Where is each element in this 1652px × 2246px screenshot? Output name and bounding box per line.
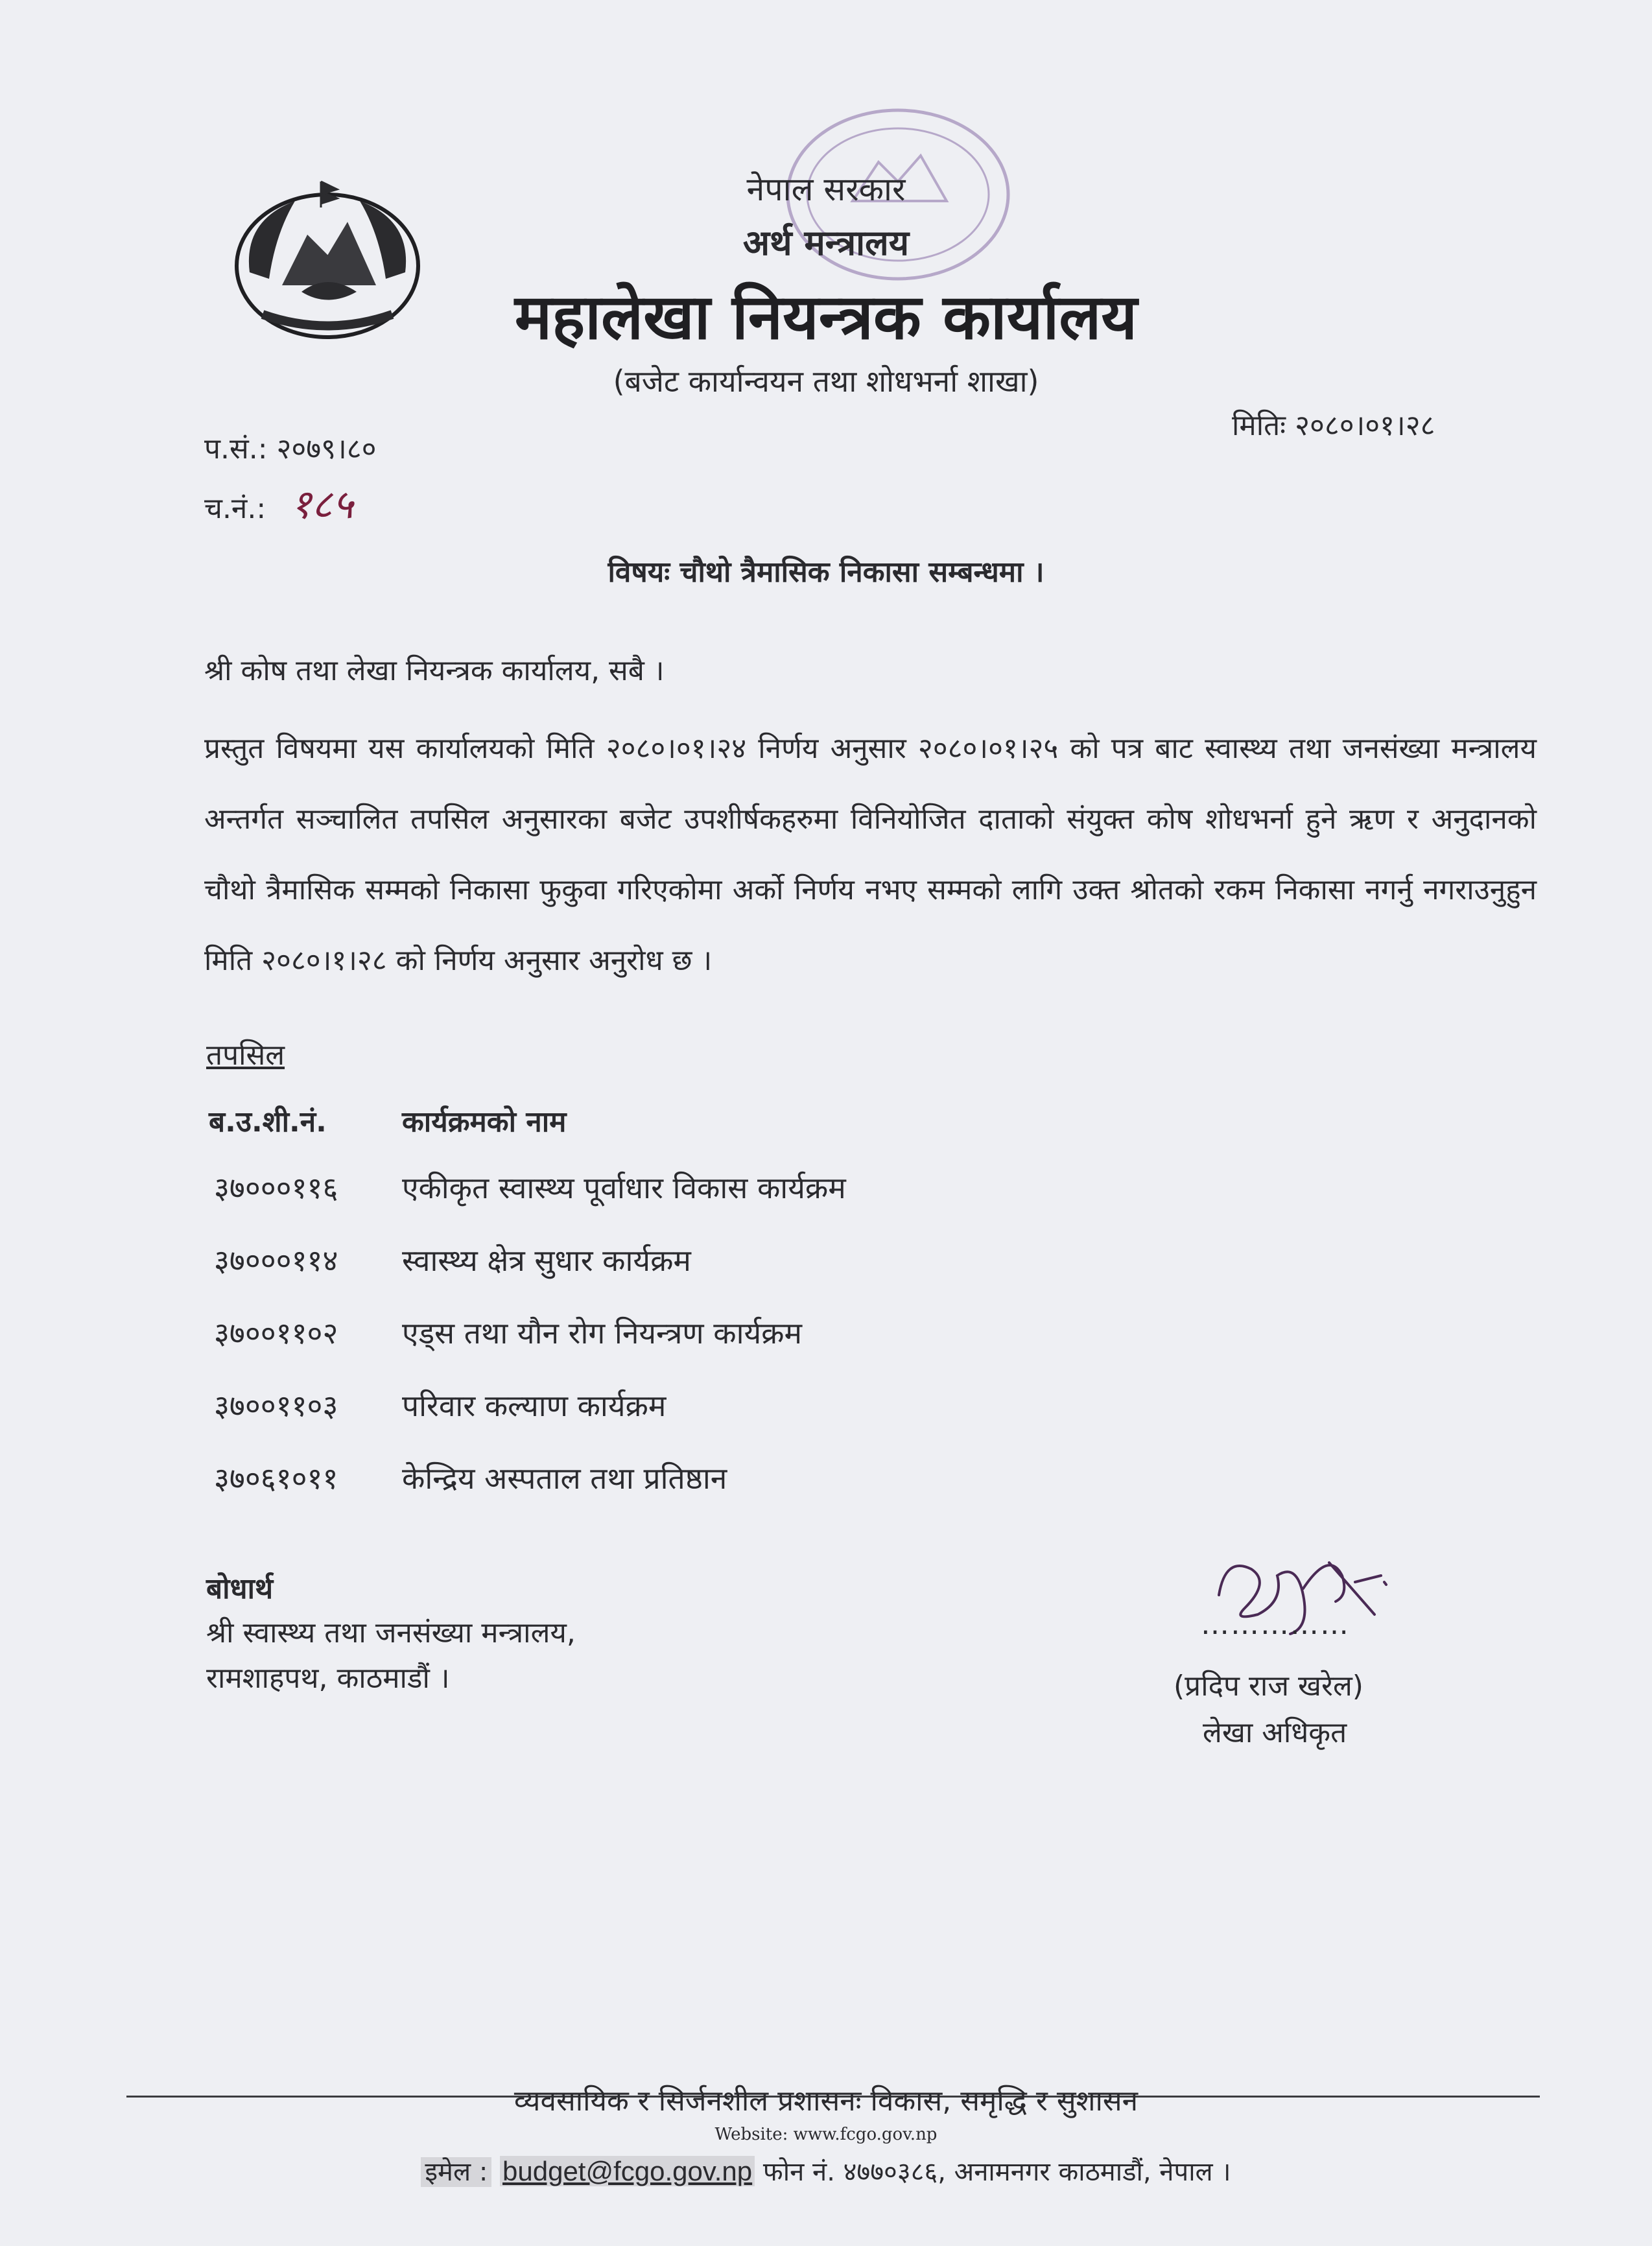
date-label: मितिः xyxy=(1232,409,1286,442)
ministry-name: अर्थ मन्त्रालय xyxy=(742,222,910,263)
dispatch-value: १८५ xyxy=(290,480,353,528)
letter-date xyxy=(1232,405,1435,443)
row-name: एकीकृत स्वास्थ्य पूर्वाधार विकास कार्यक्रम xyxy=(402,1170,846,1205)
addressee: श्री कोष तथा लेखा नियन्त्रक कार्यालय, सबै । xyxy=(204,654,665,687)
row-name: एड्स तथा यौन रोग नियन्त्रण कार्यक्रम xyxy=(402,1316,803,1351)
column-header-code: ब.उ.शी.नं. xyxy=(209,1105,327,1139)
row-code: ३७००११०२ xyxy=(214,1316,338,1351)
office-name: महालेखा नियन्त्रक कार्यालय xyxy=(514,281,1138,353)
body-paragraph: प्रस्तुत विषयमा यस कार्यालयको मिति २०८०।०१।२४ निर्णय अनुसार २०८०।०१।२५ को पत्र बाट स्वास्थ्य तथा जनसंख्या मन्त्रालय अन्तर्गत सञ्चालित तपसिल अनुसारका बजेट उपशीर्षकहरुमा विनियोजित दाताको संयुक्त कोष शोधभर्ना हुने ऋण र अनुदानको चौथो त्रैमासिक सम्मको निकासा फुकुवा गरिएकोमा अर्को निर्णय नभए सम्मको लागि उक्त श्रोतको रकम निकासा नगर्नु नगराउनुहुन मिति २०८०।१।२८ को निर्णय अनुसार अनुरोध छ । xyxy=(204,732,1537,977)
subject-line: विषयः चौथो त्रैमासिक निकासा सम्बन्धमा । xyxy=(608,556,1044,589)
ref-label: प.सं.: xyxy=(204,432,268,466)
branch-name: (बजेट कार्यान्वयन तथा शोधभर्ना शाखा) xyxy=(613,364,1039,399)
row-code: ३७०००११६ xyxy=(214,1170,338,1205)
contact-info: फोन नं. ४७७०३८६, अनामनगर काठमाडौं, नेपाल । xyxy=(762,2157,1231,2187)
footer-contact xyxy=(0,2153,1652,2188)
email-label: इमेल : xyxy=(421,2157,491,2187)
dispatch-label: च.नं.: xyxy=(204,492,266,525)
schedule-heading: तपसिल xyxy=(206,1039,285,1072)
signature-dots: …………… xyxy=(1201,1608,1350,1641)
row-code: ३७००११०३ xyxy=(214,1388,338,1423)
signatory-name: (प्रदिप राज खरेल) xyxy=(1174,1670,1363,1703)
cc-line-1: श्री स्वास्थ्य तथा जनसंख्या मन्त्रालय, xyxy=(206,1616,576,1649)
government-name: नेपाल सरकार xyxy=(746,171,906,208)
cc-heading: बोधार्थ xyxy=(206,1572,274,1605)
email-link[interactable]: budget@fcgo.gov.np xyxy=(500,2156,755,2186)
reference-number xyxy=(204,428,377,467)
row-name: केन्द्रिय अस्पताल तथा प्रतिष्ठान xyxy=(402,1461,727,1496)
cc-line-2: रामशाहपथ, काठमाडौं । xyxy=(206,1662,450,1695)
date-value: २०८०।०१।२८ xyxy=(1295,409,1435,442)
row-code: ३७०००११४ xyxy=(214,1243,338,1278)
row-code: ३७०६१०११ xyxy=(214,1461,338,1496)
column-header-name: कार्यक्रमको नाम xyxy=(402,1105,567,1139)
row-name: परिवार कल्याण कार्यक्रम xyxy=(402,1388,667,1423)
dispatch-number xyxy=(204,476,353,530)
row-name: स्वास्थ्य क्षेत्र सुधार कार्यक्रम xyxy=(402,1243,691,1278)
ref-value: २०७९।८० xyxy=(276,432,377,466)
signatory-designation: लेखा अधिकृत xyxy=(1203,1716,1347,1749)
footer-slogan: व्यवसायिक र सिर्जनशील प्रशासनः विकास, समृद्धि र सुशासन xyxy=(513,2085,1139,2118)
footer-website[interactable]: Website: www.fcgo.gov.np xyxy=(714,2125,938,2144)
